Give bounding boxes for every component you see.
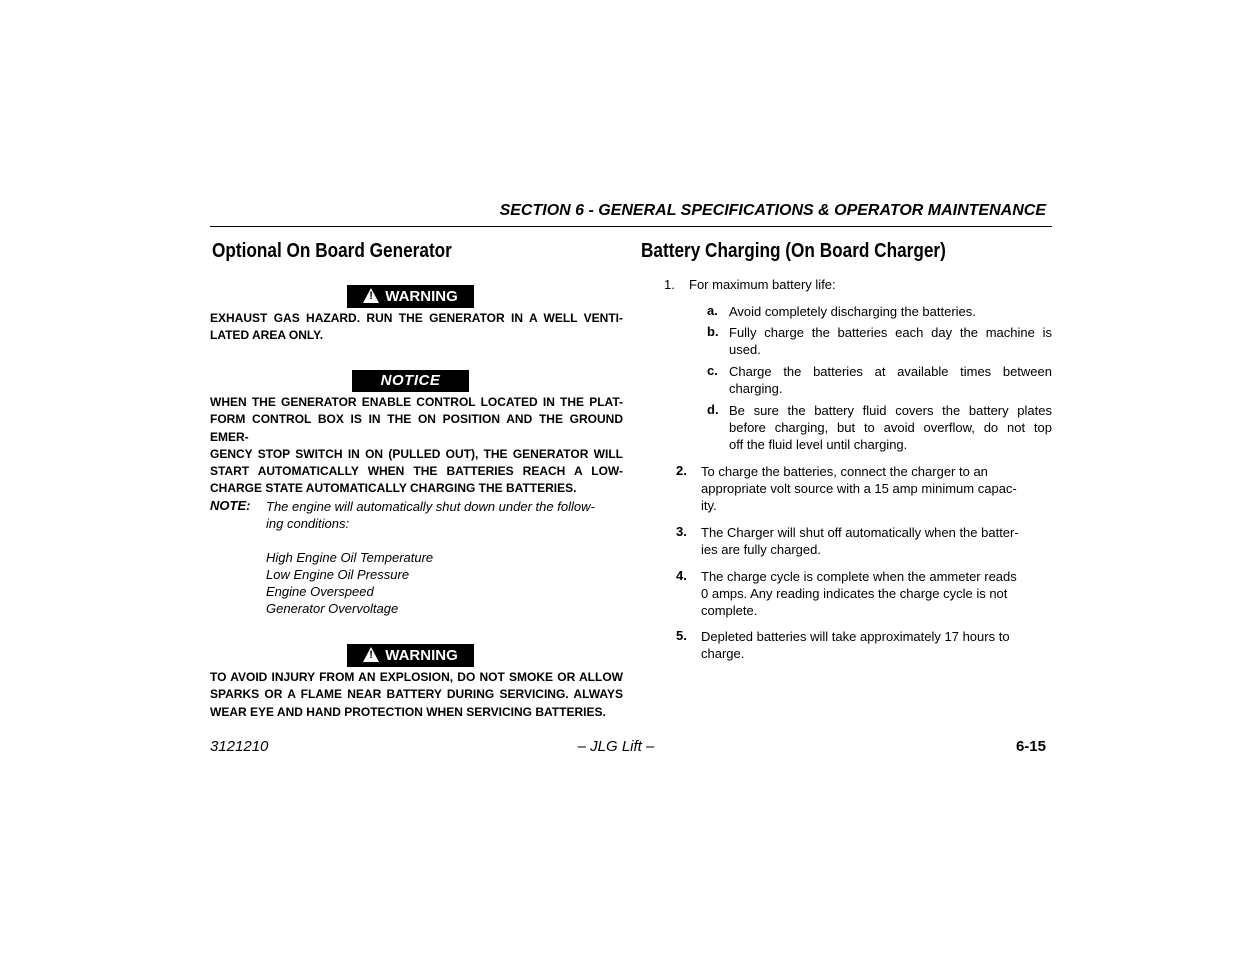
list-item-line: Depleted batteries will take approximately 17 hours to <box>701 629 1010 644</box>
note-line: The engine will automatically shut down under the follow- <box>266 499 595 514</box>
footer-doc-number: 3121210 <box>210 738 269 755</box>
list-item-line: 0 amps. Any reading indicates the charge cycle is not <box>701 586 1008 601</box>
subitem-line: before charging, but to avoid overflow, do not top <box>729 420 1052 435</box>
list-item-number: 2. <box>676 463 687 478</box>
warning-exhaust-line: LATED AREA ONLY. <box>210 328 324 343</box>
generator-heading: Optional On Board Generator <box>212 240 452 262</box>
warning-badge-explosion <box>347 644 474 667</box>
list-item-1-number: 1. <box>664 277 675 292</box>
warning-badge-exhaust <box>347 285 474 308</box>
warning-badge-label: WARNING <box>385 647 458 664</box>
header-rule <box>210 226 1052 227</box>
warning-triangle-icon <box>363 647 379 662</box>
subitem-line: off the fluid level until charging. <box>729 437 908 452</box>
subitem-letter: b. <box>707 324 719 339</box>
subitem-text <box>729 363 1052 397</box>
subitem-letter: c. <box>707 363 718 378</box>
list-item-line: The Charger will shut off automatically when the batter- <box>701 525 1019 540</box>
note-condition: Engine Overspeed <box>266 584 374 599</box>
list-item-line: To charge the batteries, connect the charger to an <box>701 464 988 479</box>
subitem-line: Avoid completely discharging the batteries. <box>729 304 976 319</box>
subitem-line: Charge the batteries at available times between <box>729 364 1052 379</box>
notice-line: GENCY STOP SWITCH IN ON (PULLED OUT), THE GENERATOR WILL <box>210 446 623 461</box>
warning-badge-label: WARNING <box>385 288 458 305</box>
note-condition: Low Engine Oil Pressure <box>266 567 410 582</box>
list-item-line: charge. <box>701 646 745 661</box>
list-item-line: complete. <box>701 603 758 618</box>
list-item-text <box>701 524 1047 558</box>
subitem-text <box>729 402 1052 453</box>
warning-explosion-line: WEAR EYE AND HAND PROTECTION WHEN SERVICING BATTERIES. <box>210 704 606 719</box>
notice-line: FORM CONTROL BOX IS IN THE ON POSITION AND THE GROUND EMER- <box>210 412 623 444</box>
list-item-number: 5. <box>676 628 687 643</box>
list-item-line: ity. <box>701 498 717 513</box>
warning-exhaust-text <box>210 310 623 345</box>
warning-explosion-line: SPARKS OR A FLAME NEAR BATTERY DURING SERVICING. ALWAYS <box>210 687 623 702</box>
note-condition: High Engine Oil Temperature <box>266 550 434 565</box>
notice-line: CHARGE STATE AUTOMATICALLY CHARGING THE BATTERIES. <box>210 481 577 496</box>
notice-line: START AUTOMATICALLY WHEN THE BATTERIES REACH A LOW- <box>210 464 623 479</box>
footer-center-text: – JLG Lift – <box>577 738 655 755</box>
list-item-text <box>701 463 1047 514</box>
notice-line: WHEN THE GENERATOR ENABLE CONTROL LOCATED IN THE PLAT- <box>210 395 623 409</box>
subitem-line: Be sure the battery fluid covers the battery plates <box>729 403 1052 418</box>
note-text <box>266 498 623 617</box>
list-item-number: 3. <box>676 524 687 539</box>
subitem-letter: d. <box>707 402 719 417</box>
warning-triangle-icon <box>363 288 379 303</box>
notice-badge: NOTICE <box>352 370 469 392</box>
subitem-line: used. <box>729 342 761 357</box>
notice-text <box>210 394 623 498</box>
warning-explosion-line: TO AVOID INJURY FROM AN EXPLOSION, DO NOT SMOKE OR ALLOW <box>210 670 623 684</box>
section-title: SECTION 6 - GENERAL SPECIFICATIONS & OPERATOR MAINTENANCE <box>499 202 1046 219</box>
note-label: NOTE: <box>210 498 251 513</box>
battery-charging-heading: Battery Charging (On Board Charger) <box>641 240 946 262</box>
footer-page-number: 6-15 <box>1015 738 1046 755</box>
subitem-text <box>729 303 1052 320</box>
subitem-letter: a. <box>707 303 718 318</box>
list-item-line: appropriate volt source with a 15 amp minimum capac- <box>701 481 1017 496</box>
warning-exhaust-line: EXHAUST GAS HAZARD. RUN THE GENERATOR IN A WELL VENTI- <box>210 311 623 325</box>
list-item-line: The charge cycle is complete when the ammeter reads <box>701 569 1017 584</box>
note-line: ing conditions: <box>266 516 350 531</box>
list-item-1-text: For maximum battery life: <box>689 277 836 292</box>
subitem-text <box>729 324 1052 358</box>
note-condition: Generator Overvoltage <box>266 601 399 616</box>
warning-explosion-text <box>210 669 623 721</box>
list-item-text <box>701 568 1047 619</box>
subitem-line: Fully charge the batteries each day the machine is <box>729 325 1052 340</box>
subitem-line: charging. <box>729 381 783 396</box>
list-item-line: ies are fully charged. <box>701 542 821 557</box>
list-item-number: 4. <box>676 568 687 583</box>
list-item-text <box>701 628 1047 662</box>
